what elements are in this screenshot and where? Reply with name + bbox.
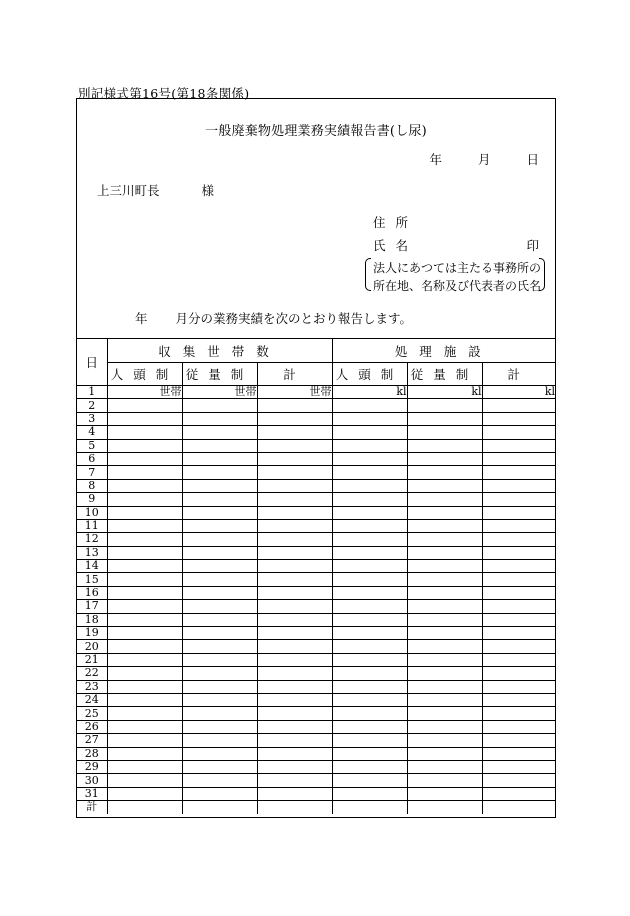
table-row	[77, 452, 555, 465]
value-cell[interactable]	[182, 452, 257, 465]
value-cell[interactable]	[107, 680, 182, 693]
left-bracket	[365, 258, 371, 291]
value-cell[interactable]	[107, 479, 182, 492]
value-cell[interactable]	[182, 493, 257, 506]
value-cell[interactable]	[107, 760, 182, 773]
report-text: 月分の業務実績を次のとおり報告します。	[175, 311, 413, 326]
value-cell[interactable]	[257, 760, 332, 773]
sub-header: 従量制	[182, 363, 257, 386]
value-cell[interactable]	[482, 560, 555, 573]
table-row	[77, 412, 555, 425]
value-cell[interactable]	[257, 680, 332, 693]
value-cell[interactable]	[407, 627, 482, 640]
value-cell[interactable]	[107, 600, 182, 613]
value-cell[interactable]	[482, 640, 555, 653]
table-row	[77, 787, 555, 800]
day-cell: 1	[77, 386, 107, 399]
value-cell[interactable]	[407, 613, 482, 626]
day-cell: 5	[77, 439, 107, 452]
value-cell[interactable]	[407, 560, 482, 573]
value-cell[interactable]	[107, 573, 182, 586]
value-cell[interactable]	[332, 747, 407, 760]
value-cell[interactable]	[257, 667, 332, 680]
corporation-note	[365, 257, 545, 293]
value-cell[interactable]	[407, 707, 482, 720]
value-cell[interactable]	[482, 466, 555, 479]
value-cell[interactable]	[257, 693, 332, 706]
day-cell: 11	[77, 519, 107, 532]
table-row	[77, 627, 555, 640]
value-cell[interactable]	[182, 533, 257, 546]
right-bracket	[539, 258, 545, 291]
performance-table	[77, 338, 555, 814]
value-cell[interactable]	[407, 519, 482, 532]
day-cell: 26	[77, 720, 107, 733]
value-cell[interactable]	[482, 667, 555, 680]
table-row	[77, 680, 555, 693]
value-cell[interactable]	[482, 774, 555, 787]
value-cell[interactable]	[182, 439, 257, 452]
value-cell[interactable]	[407, 693, 482, 706]
value-cell[interactable]	[257, 720, 332, 733]
value-cell[interactable]	[107, 627, 182, 640]
table-row	[77, 720, 555, 733]
value-cell[interactable]	[107, 707, 182, 720]
value-cell[interactable]	[482, 747, 555, 760]
day-cell: 19	[77, 627, 107, 640]
value-cell[interactable]	[332, 466, 407, 479]
value-cell[interactable]	[182, 560, 257, 573]
unit-cell[interactable]: kl	[482, 386, 555, 399]
day-cell: 8	[77, 479, 107, 492]
value-cell[interactable]	[182, 680, 257, 693]
day-cell: 14	[77, 560, 107, 573]
value-cell[interactable]	[332, 412, 407, 425]
value-cell[interactable]	[407, 747, 482, 760]
value-cell[interactable]	[407, 479, 482, 492]
table-row	[77, 760, 555, 773]
unit-cell[interactable]: kl	[407, 386, 482, 399]
total-cell[interactable]	[182, 801, 257, 814]
value-cell[interactable]	[407, 493, 482, 506]
value-cell[interactable]	[332, 774, 407, 787]
day-cell: 15	[77, 573, 107, 586]
value-cell[interactable]	[257, 640, 332, 653]
value-cell[interactable]	[332, 586, 407, 599]
value-cell[interactable]	[107, 506, 182, 519]
value-cell[interactable]	[482, 613, 555, 626]
table-row	[77, 466, 555, 479]
value-cell[interactable]	[182, 667, 257, 680]
day-cell: 13	[77, 546, 107, 559]
total-cell[interactable]	[332, 801, 407, 814]
day-cell: 17	[77, 600, 107, 613]
table-row	[77, 640, 555, 653]
value-cell[interactable]	[482, 426, 555, 439]
table-row	[77, 519, 555, 532]
corporation-note-line2: 所在地、名称及び代表者の氏名	[373, 279, 542, 293]
value-cell[interactable]	[482, 653, 555, 666]
day-cell: 23	[77, 680, 107, 693]
value-cell[interactable]	[107, 787, 182, 800]
report-statement	[135, 309, 412, 327]
value-cell[interactable]	[407, 573, 482, 586]
table-row	[77, 667, 555, 680]
value-cell[interactable]	[107, 734, 182, 747]
value-cell[interactable]	[182, 693, 257, 706]
value-cell[interactable]	[482, 519, 555, 532]
value-cell[interactable]	[257, 493, 332, 506]
value-cell[interactable]	[257, 774, 332, 787]
value-cell[interactable]	[332, 399, 407, 412]
value-cell[interactable]	[257, 506, 332, 519]
addressee-name: 上三川町長	[97, 183, 160, 198]
total-cell[interactable]	[257, 801, 332, 814]
value-cell[interactable]	[107, 493, 182, 506]
table-row	[77, 573, 555, 586]
value-cell[interactable]	[332, 439, 407, 452]
day-cell: 2	[77, 399, 107, 412]
value-cell[interactable]	[332, 760, 407, 773]
value-cell[interactable]	[332, 506, 407, 519]
value-cell[interactable]	[182, 399, 257, 412]
value-cell[interactable]	[182, 627, 257, 640]
day-cell: 22	[77, 667, 107, 680]
value-cell[interactable]	[107, 546, 182, 559]
day-cell: 7	[77, 466, 107, 479]
value-cell[interactable]	[107, 439, 182, 452]
value-cell[interactable]	[182, 600, 257, 613]
value-cell[interactable]	[182, 586, 257, 599]
value-cell[interactable]	[182, 734, 257, 747]
addressee-honorific: 様	[201, 183, 215, 198]
day-cell: 28	[77, 747, 107, 760]
total-cell[interactable]	[407, 801, 482, 814]
date-line	[430, 150, 539, 168]
value-cell[interactable]	[257, 560, 332, 573]
table-row	[77, 493, 555, 506]
value-cell[interactable]	[407, 399, 482, 412]
table-row	[77, 426, 555, 439]
value-cell[interactable]	[407, 653, 482, 666]
value-cell[interactable]	[182, 426, 257, 439]
value-cell[interactable]	[482, 693, 555, 706]
value-cell[interactable]	[107, 720, 182, 733]
total-row	[77, 801, 555, 814]
unit-cell[interactable]: 世帯	[182, 386, 257, 399]
table-row	[77, 707, 555, 720]
table-row	[77, 560, 555, 573]
table-row	[77, 386, 555, 399]
value-cell[interactable]	[407, 680, 482, 693]
table-row	[77, 600, 555, 613]
value-cell[interactable]	[182, 760, 257, 773]
day-label: 日	[526, 152, 539, 167]
value-cell[interactable]	[332, 479, 407, 492]
value-cell[interactable]	[407, 546, 482, 559]
report-year: 年	[135, 311, 148, 326]
value-cell[interactable]	[257, 573, 332, 586]
value-cell[interactable]	[182, 613, 257, 626]
day-cell: 24	[77, 693, 107, 706]
sub-header: 従量制	[407, 363, 482, 386]
month-label: 月	[478, 152, 491, 167]
unit-cell[interactable]: 世帯	[257, 386, 332, 399]
value-cell[interactable]	[482, 452, 555, 465]
value-cell[interactable]	[407, 412, 482, 425]
value-cell[interactable]	[332, 546, 407, 559]
value-cell[interactable]	[482, 399, 555, 412]
day-cell: 25	[77, 707, 107, 720]
name-label: 氏名	[373, 238, 419, 253]
value-cell[interactable]	[332, 653, 407, 666]
table-row	[77, 533, 555, 546]
value-cell[interactable]	[332, 452, 407, 465]
day-cell: 29	[77, 760, 107, 773]
value-cell[interactable]	[107, 412, 182, 425]
value-cell[interactable]	[407, 787, 482, 800]
table-row	[77, 734, 555, 747]
value-cell[interactable]	[182, 787, 257, 800]
value-cell[interactable]	[182, 479, 257, 492]
day-cell: 4	[77, 426, 107, 439]
day-cell: 20	[77, 640, 107, 653]
value-cell[interactable]	[182, 640, 257, 653]
total-cell[interactable]	[482, 801, 555, 814]
value-cell[interactable]	[107, 693, 182, 706]
report-form	[76, 98, 556, 818]
value-cell[interactable]	[482, 439, 555, 452]
table-row	[77, 506, 555, 519]
value-cell[interactable]	[332, 720, 407, 733]
day-cell: 12	[77, 533, 107, 546]
unit-cell[interactable]: 世帯	[107, 386, 182, 399]
value-cell[interactable]	[182, 466, 257, 479]
value-cell[interactable]	[107, 560, 182, 573]
table-body	[77, 386, 555, 814]
value-cell[interactable]	[257, 452, 332, 465]
address-label: 住所	[373, 215, 419, 230]
value-cell[interactable]	[257, 399, 332, 412]
value-cell[interactable]	[182, 519, 257, 532]
value-cell[interactable]	[107, 399, 182, 412]
value-cell[interactable]	[407, 426, 482, 439]
value-cell[interactable]	[332, 640, 407, 653]
treatment-facility-header: 処理施設	[332, 339, 555, 363]
value-cell[interactable]	[482, 479, 555, 492]
value-cell[interactable]	[257, 653, 332, 666]
value-cell[interactable]	[107, 613, 182, 626]
value-cell[interactable]	[407, 667, 482, 680]
value-cell[interactable]	[407, 760, 482, 773]
value-cell[interactable]	[257, 439, 332, 452]
value-cell[interactable]	[332, 573, 407, 586]
day-cell: 3	[77, 412, 107, 425]
value-cell[interactable]	[482, 707, 555, 720]
value-cell[interactable]	[407, 586, 482, 599]
day-cell: 18	[77, 613, 107, 626]
value-cell[interactable]	[407, 439, 482, 452]
value-cell[interactable]	[332, 734, 407, 747]
table-row	[77, 586, 555, 599]
value-cell[interactable]	[332, 426, 407, 439]
table-row	[77, 747, 555, 760]
table-row	[77, 479, 555, 492]
value-cell[interactable]	[332, 519, 407, 532]
value-cell[interactable]	[257, 412, 332, 425]
table-row	[77, 399, 555, 412]
value-cell[interactable]	[482, 627, 555, 640]
value-cell[interactable]	[332, 533, 407, 546]
total-cell[interactable]	[107, 801, 182, 814]
total-label: 計	[77, 801, 107, 814]
value-cell[interactable]	[257, 747, 332, 760]
value-cell[interactable]	[407, 720, 482, 733]
value-cell[interactable]	[107, 533, 182, 546]
collection-households-header: 収集世帯数	[107, 339, 332, 363]
value-cell[interactable]	[107, 653, 182, 666]
value-cell[interactable]	[332, 693, 407, 706]
corporation-note-line1: 法人にあつては主たる事務所の	[373, 261, 542, 275]
value-cell[interactable]	[332, 627, 407, 640]
value-cell[interactable]	[332, 787, 407, 800]
value-cell[interactable]	[107, 519, 182, 532]
value-cell[interactable]	[332, 600, 407, 613]
value-cell[interactable]	[482, 680, 555, 693]
value-cell[interactable]	[332, 560, 407, 573]
sub-header: 人頭制	[107, 363, 182, 386]
value-cell[interactable]	[257, 533, 332, 546]
value-cell[interactable]	[407, 506, 482, 519]
value-cell[interactable]	[257, 426, 332, 439]
form-number-label: 別記様式第16号(第18条関係)	[78, 86, 250, 101]
table-row	[77, 653, 555, 666]
value-cell[interactable]	[257, 734, 332, 747]
sub-header: 計	[482, 363, 555, 386]
unit-cell[interactable]: kl	[332, 386, 407, 399]
day-cell: 21	[77, 653, 107, 666]
value-cell[interactable]	[407, 600, 482, 613]
day-cell: 9	[77, 493, 107, 506]
value-cell[interactable]	[182, 720, 257, 733]
day-cell: 31	[77, 787, 107, 800]
value-cell[interactable]	[257, 466, 332, 479]
value-cell[interactable]	[482, 586, 555, 599]
day-cell: 10	[77, 506, 107, 519]
value-cell[interactable]	[182, 573, 257, 586]
value-cell[interactable]	[332, 613, 407, 626]
value-cell[interactable]	[257, 627, 332, 640]
sub-header: 人頭制	[332, 363, 407, 386]
value-cell[interactable]	[482, 600, 555, 613]
value-cell[interactable]	[482, 760, 555, 773]
value-cell[interactable]	[482, 493, 555, 506]
value-cell[interactable]	[407, 734, 482, 747]
value-cell[interactable]	[257, 600, 332, 613]
value-cell[interactable]	[482, 533, 555, 546]
value-cell[interactable]	[257, 519, 332, 532]
value-cell[interactable]	[257, 479, 332, 492]
value-cell[interactable]	[107, 747, 182, 760]
value-cell[interactable]	[482, 720, 555, 733]
value-cell[interactable]	[332, 680, 407, 693]
year-label: 年	[429, 152, 443, 167]
value-cell[interactable]	[482, 412, 555, 425]
value-cell[interactable]	[182, 412, 257, 425]
value-cell[interactable]	[182, 774, 257, 787]
value-cell[interactable]	[257, 586, 332, 599]
value-cell[interactable]	[407, 640, 482, 653]
value-cell[interactable]	[182, 653, 257, 666]
value-cell[interactable]	[482, 506, 555, 519]
value-cell[interactable]	[107, 667, 182, 680]
value-cell[interactable]	[107, 466, 182, 479]
value-cell[interactable]	[257, 707, 332, 720]
value-cell[interactable]	[257, 787, 332, 800]
value-cell[interactable]	[407, 452, 482, 465]
document-title: 一般廃棄物処理業務実績報告書(し尿)	[205, 124, 427, 139]
addressee	[97, 181, 214, 199]
day-cell: 30	[77, 774, 107, 787]
value-cell[interactable]	[482, 546, 555, 559]
table-row	[77, 439, 555, 452]
day-cell: 6	[77, 452, 107, 465]
value-cell[interactable]	[332, 493, 407, 506]
value-cell[interactable]	[407, 533, 482, 546]
table-row	[77, 613, 555, 626]
value-cell[interactable]	[182, 707, 257, 720]
value-cell[interactable]	[182, 546, 257, 559]
value-cell[interactable]	[407, 774, 482, 787]
value-cell[interactable]	[482, 787, 555, 800]
value-cell[interactable]	[257, 613, 332, 626]
day-cell: 16	[77, 586, 107, 599]
value-cell[interactable]	[107, 640, 182, 653]
value-cell[interactable]	[257, 546, 332, 559]
day-header: 日	[77, 339, 107, 386]
value-cell[interactable]	[107, 774, 182, 787]
value-cell[interactable]	[182, 747, 257, 760]
table-row	[77, 546, 555, 559]
value-cell[interactable]	[332, 707, 407, 720]
table-row	[77, 693, 555, 706]
value-cell[interactable]	[107, 586, 182, 599]
value-cell[interactable]	[182, 506, 257, 519]
value-cell[interactable]	[482, 573, 555, 586]
value-cell[interactable]	[407, 466, 482, 479]
value-cell[interactable]	[332, 667, 407, 680]
value-cell[interactable]	[107, 452, 182, 465]
seal-label: 印	[526, 238, 539, 253]
table-row	[77, 774, 555, 787]
value-cell[interactable]	[482, 734, 555, 747]
value-cell[interactable]	[107, 426, 182, 439]
sub-header: 計	[257, 363, 332, 386]
day-cell: 27	[77, 734, 107, 747]
